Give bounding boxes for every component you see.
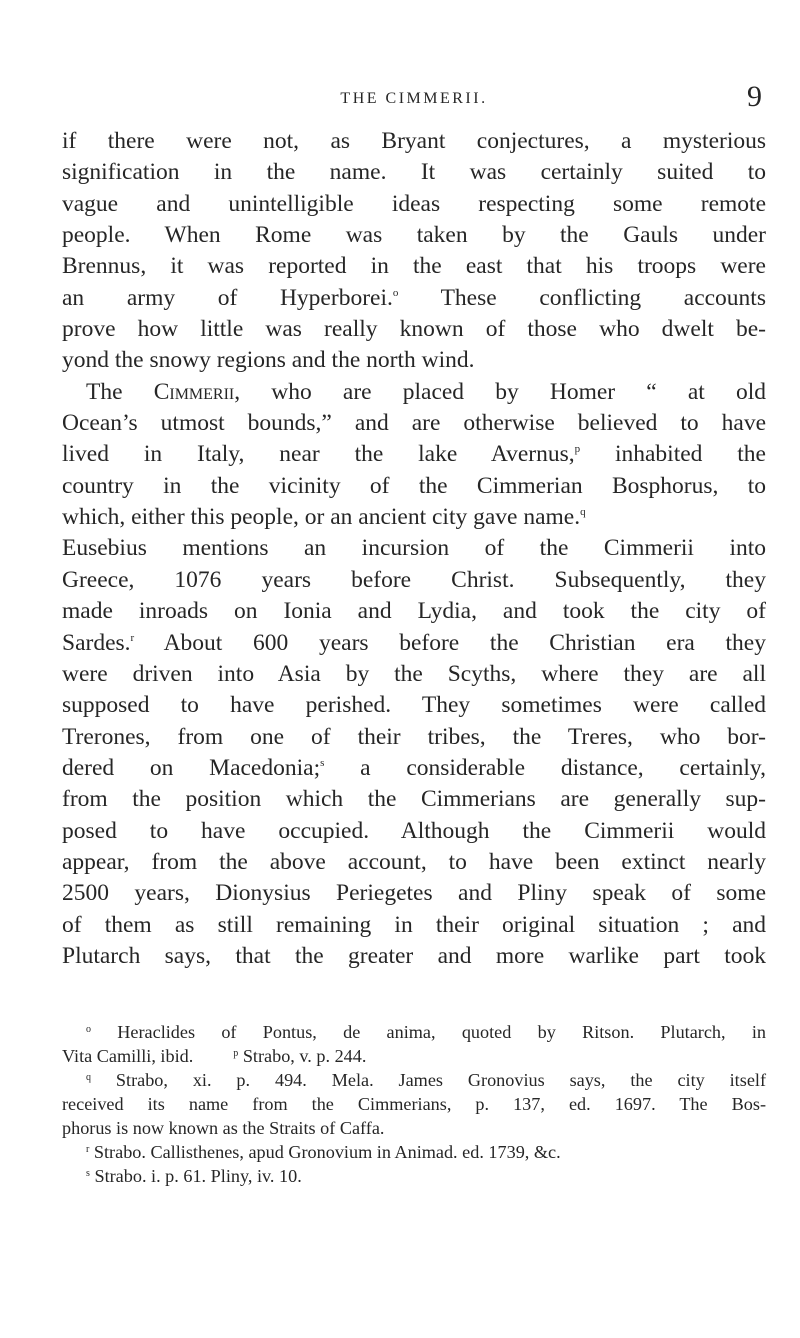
footnote-line <box>62 1164 766 1188</box>
footnote-ref: s <box>320 756 325 769</box>
footnote-text: Strabo. i. p. 61. Pliny, iv. 10. <box>89 1166 302 1186</box>
text-line <box>62 502 766 533</box>
running-title: THE CIMMERII. <box>340 90 488 107</box>
text-line: posed to have occupied. Although the Cimmerii would <box>62 817 766 844</box>
footnotes <box>62 1020 766 1188</box>
text-fragment: lived in Italy, near the lake Avernus, <box>62 441 575 468</box>
footnote-ref: p <box>574 443 581 456</box>
text-line: Ocean’s utmost bounds,” and are otherwise believed to have <box>62 410 766 437</box>
text-line: Eusebius mentions an incursion of the Cimmerii into <box>62 535 766 562</box>
text-line: if there were not, as Bryant conjectures, a mysterious <box>62 128 766 154</box>
text-fragment: Sardes. <box>62 629 131 656</box>
text-fragment: a considerable distance, certainly, <box>324 754 766 781</box>
text-fragment: inhabited the <box>580 441 766 468</box>
text-line: supposed to have perished. They sometimes were called <box>62 692 766 719</box>
text-line: appear, from the above account, to have been extinct nearly <box>62 848 766 875</box>
text-line: Brennus, it was reported in the east that his troops were <box>62 253 766 280</box>
text-line: Greece, 1076 years before Christ. Subsequently, they <box>62 566 766 593</box>
footnote-text: Heraclides of Pontus, de anima, quoted by Ritson. Plutarch, in <box>91 1022 766 1042</box>
text-line: people. When Rome was taken by the Gauls under <box>62 222 766 249</box>
text-line <box>62 439 766 470</box>
text-line: yond the snowy regions and the north wind. <box>62 347 475 374</box>
footnote-line <box>62 1068 766 1092</box>
text-line: Trerones, from one of their tribes, the Treres, who bor- <box>62 723 766 750</box>
body-text <box>62 126 766 972</box>
text-line: country in the vicinity of the Cimmerian Bosphorus, to <box>62 472 766 499</box>
text-line <box>62 753 766 784</box>
footnote-ref: o <box>392 286 399 299</box>
page-number: 9 <box>747 80 762 113</box>
footnote-text: Strabo, xi. p. 494. Mela. James Gronovius says, the city itself <box>91 1070 766 1090</box>
footnote-text: Strabo. Callisthenes, apud Gronovium in Animad. ed. 1739, &c. <box>89 1142 561 1162</box>
footnote-line: received its name from the Cimmerians, p. 137, ed. 1697. The Bos- <box>62 1094 766 1114</box>
text-line <box>62 283 766 314</box>
text-line: prove how little was really known of those who dwelt be- <box>62 316 766 343</box>
footnote-mark: r <box>86 1144 90 1155</box>
text-fragment: an army of Hyperborei. <box>62 284 393 311</box>
footnote-mark: p <box>233 1048 239 1059</box>
text-fragment: dered on Macedonia; <box>62 754 321 781</box>
footnote-line <box>62 1020 766 1044</box>
footnote-text: Strabo, v. p. 244. <box>238 1046 367 1066</box>
text-line: of them as still remaining in their original situation ; and <box>62 911 766 938</box>
footnote-line <box>62 1044 766 1068</box>
text-fragment: which, either this people, or an ancient city gave name. <box>62 504 581 531</box>
text-fragment: The <box>86 378 154 405</box>
text-line: made inroads on Ionia and Lydia, and took the city of <box>62 598 766 625</box>
text-line: Plutarch says, that the greater and more warlike part took <box>62 942 766 969</box>
text-line: from the position which the Cimmerians are generally sup- <box>62 786 766 813</box>
footnote-mark: s <box>86 1168 90 1179</box>
footnote-text: Vita Camilli, ibid. <box>62 1046 194 1066</box>
text-fragment: About 600 years before the Christian era they <box>134 629 766 656</box>
text-line: 2500 years, Dionysius Periegetes and Pliny speak of some <box>62 880 766 907</box>
footnote-mark: q <box>86 1072 91 1083</box>
text-line <box>62 628 766 659</box>
text-line: were driven into Asia by the Scyths, where they are all <box>62 660 766 687</box>
text-line: signification in the name. It was certainly suited to <box>62 159 766 186</box>
footnote-ref: q <box>580 506 586 519</box>
small-caps-name: Cimmerii <box>153 378 235 405</box>
footnote-mark: o <box>86 1024 91 1035</box>
text-line: vague and unintelligible ideas respecting some remote <box>62 190 766 217</box>
footnote-line: phorus is now known as the Straits of Caffa. <box>62 1118 385 1138</box>
text-fragment: These conflicting accounts <box>398 284 766 311</box>
footnote-ref: r <box>130 631 135 644</box>
running-head <box>62 80 766 114</box>
footnote-line <box>62 1140 766 1164</box>
text-fragment: , who are placed by Homer “ at old <box>234 378 766 405</box>
text-line <box>62 377 766 408</box>
